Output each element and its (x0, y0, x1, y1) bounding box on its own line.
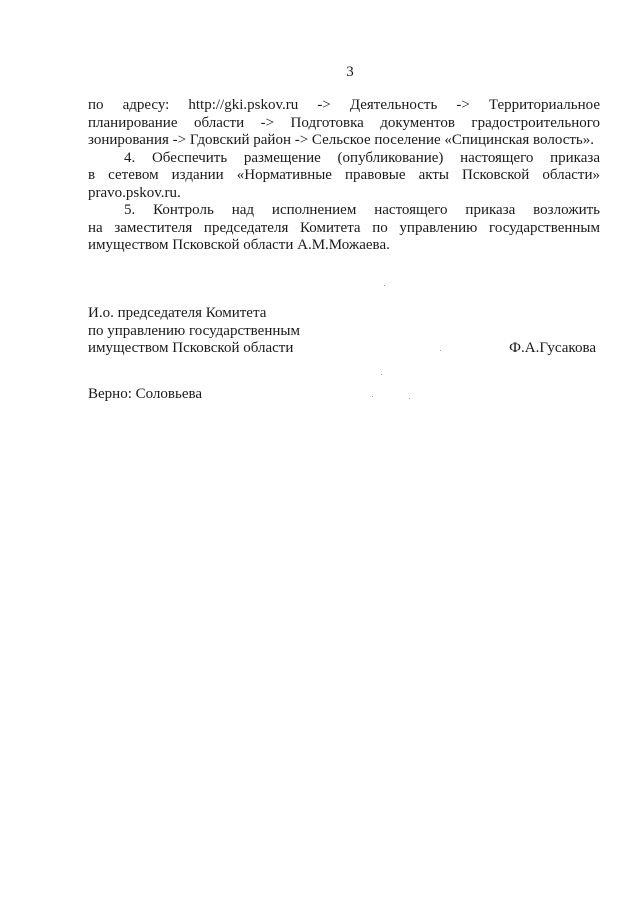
verified-note: Верно: Соловьева (88, 386, 203, 402)
paragraph-4-line-2: в сетевом издании «Нормативные правовые акты Псковской области» (88, 167, 600, 183)
scan-speck (409, 398, 410, 399)
order-body (88, 97, 600, 255)
word: адресу: (122, 97, 170, 113)
continuation-line-3: зонирования -> Гдовский район -> Сельское поселение «Спицинская волость». (88, 132, 594, 148)
page-number: 3 (346, 64, 354, 80)
word: Территориальное (488, 97, 601, 113)
signer-title-line-2: по управлению государственным (88, 322, 300, 339)
scan-speck (440, 350, 441, 351)
word: по (88, 97, 104, 113)
paragraph-5-line-3: имуществом Псковской области А.М.Можаева. (88, 237, 390, 253)
paragraph-4-line-3: pravo.pskov.ru. (88, 184, 181, 201)
paragraph-5-line-1: 5. Контроль над исполнением настоящего приказа возложить (124, 202, 600, 218)
continuation-line-1 (88, 97, 600, 115)
scan-speck (381, 374, 382, 375)
arrow-text: -> (456, 97, 470, 113)
arrow-text: -> (317, 97, 331, 113)
scan-speck (384, 285, 385, 286)
paragraph-5-line-2: на заместителя председателя Комитета по управлению государственным (88, 219, 600, 236)
scan-speck (372, 396, 373, 397)
paragraph-4-line-1: 4. Обеспечить размещение (опубликование) настоящего приказа (124, 149, 600, 166)
signer-title-line-3: имуществом Псковской области (88, 340, 294, 356)
signer-title-line-1: И.о. председателя Комитета (88, 305, 267, 321)
continuation-line-2: планирование области -> Подготовка документов градостроительного (88, 114, 600, 131)
signer-row (88, 340, 600, 358)
word: Деятельность (349, 97, 438, 113)
url-text: http://gki.pskov.ru (188, 97, 299, 113)
signer-name: Ф.А.Гусакова (509, 340, 596, 356)
signature-block (88, 305, 600, 358)
